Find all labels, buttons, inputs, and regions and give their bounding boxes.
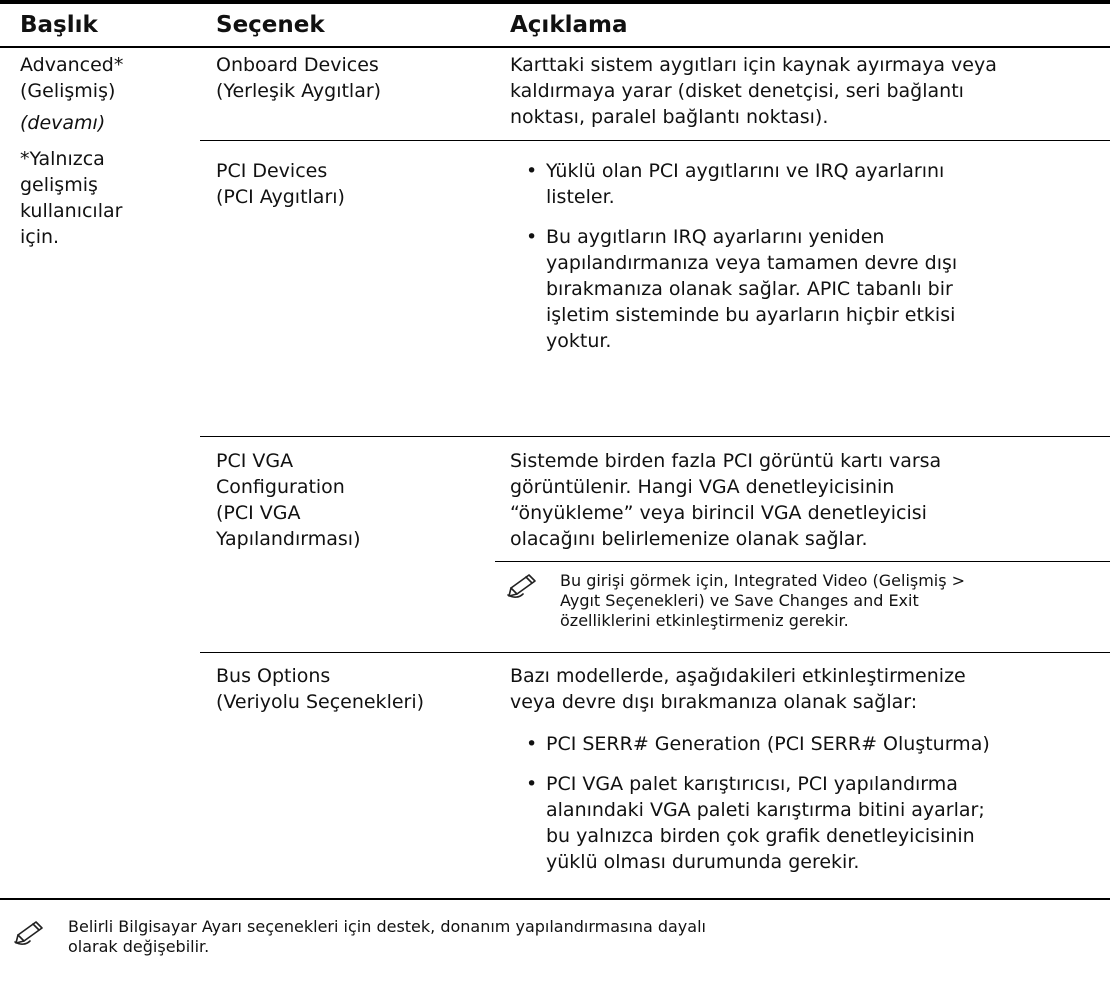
- row-divider: [200, 140, 1110, 141]
- desc-line: kaldırmaya yarar (disket denetçisi, seri bağlantı: [510, 80, 964, 102]
- option-line: (Yerleşik Aygıtlar): [216, 80, 382, 102]
- option-onboard-devices: [216, 52, 486, 104]
- heading-line: (Gelişmiş): [20, 80, 116, 102]
- pencil-note-icon: [12, 918, 46, 948]
- desc-pci-devices: [510, 158, 1095, 354]
- note-line: Belirli Bilgisayar Ayarı seçenekleri için destek, donanım yapılandırmasına dayalı: [68, 917, 706, 936]
- bullet-item: • Yüklü olan PCI aygıtlarını ve IRQ ayarlarını listeler.: [526, 160, 945, 208]
- note-line: Aygıt Seçenekleri) ve Save Changes and Exit: [560, 591, 919, 610]
- advanced-note-line: *Yalnızca: [20, 148, 105, 170]
- desc-line: noktası, paralel bağlantı noktası).: [510, 106, 829, 128]
- desc-line: veya devre dışı bırakmanıza olanak sağlar:: [510, 691, 918, 713]
- option-line: (Veriyolu Seçenekleri): [216, 691, 425, 713]
- table-header: [0, 6, 1110, 46]
- option-line: (PCI Aygıtları): [216, 186, 345, 208]
- option-pci-vga-configuration: [216, 448, 486, 552]
- desc-bus-options: [510, 663, 1095, 875]
- footer-note: [68, 917, 1098, 957]
- bullet-item: • PCI VGA palet karıştırıcısı, PCI yapılandırma alanındaki VGA paleti karıştırma bitini ayarlar; bu yalnızca birden çok grafik denetleyicisinin yüklü olması durumunda gerekir.: [526, 773, 985, 873]
- option-pci-devices: [216, 158, 486, 210]
- note-line: özelliklerini etkinleştirmeniz gerekir.: [560, 611, 849, 630]
- advanced-note-line: gelişmiş: [20, 174, 98, 196]
- pencil-note-icon: [505, 571, 539, 601]
- header-rule: [0, 46, 1110, 48]
- desc-onboard-devices: [510, 52, 1095, 130]
- top-rule: [0, 0, 1110, 4]
- option-line: PCI Devices: [216, 160, 328, 182]
- row-divider: [200, 652, 1110, 653]
- note-divider: [495, 561, 1110, 562]
- desc-line: Karttaki sistem aygıtları için kaynak ayırmaya veya: [510, 54, 997, 76]
- section-heading: [20, 52, 190, 250]
- desc-line: Bazı modellerde, aşağıdakileri etkinleştirmenize: [510, 665, 966, 687]
- header-option: Seçenek: [216, 12, 325, 38]
- option-line: PCI VGA: [216, 450, 294, 472]
- row-divider: [200, 436, 1110, 437]
- note-line: olarak değişebilir.: [68, 937, 210, 956]
- option-line: (PCI VGA: [216, 502, 301, 524]
- heading-line: Advanced*: [20, 54, 124, 76]
- note-line: Bu girişi görmek için, Integrated Video (Gelişmiş >: [560, 571, 966, 590]
- option-line: Yapılandırması): [216, 528, 361, 550]
- desc-line: olacağını belirlemenize olanak sağlar.: [510, 528, 868, 550]
- advanced-note-line: kullanıcılar: [20, 200, 123, 222]
- bullet-item: • Bu aygıtların IRQ ayarlarını yeniden yapılandırmanıza veya tamamen devre dışı bırakmanıza olanak sağlar. APIC tabanlı bir işletim sisteminde bu ayarların hiçbir etkisi yoktur.: [526, 226, 958, 352]
- bullet-item: • PCI SERR# Generation (PCI SERR# Oluşturma): [526, 733, 990, 755]
- desc-line: “önyükleme” veya birincil VGA denetleyicisi: [510, 502, 927, 524]
- heading-continued: (devamı): [20, 112, 106, 134]
- option-bus-options: [216, 663, 486, 715]
- desc-line: Sistemde birden fazla PCI görüntü kartı varsa: [510, 450, 942, 472]
- option-line: Onboard Devices: [216, 54, 379, 76]
- desc-pci-vga-configuration: [510, 448, 1095, 552]
- bottom-rule: [0, 898, 1110, 900]
- header-description: Açıklama: [510, 12, 628, 38]
- desc-line: görüntülenir. Hangi VGA denetleyicisinin: [510, 476, 895, 498]
- option-line: Configuration: [216, 476, 345, 498]
- vga-note: [560, 571, 1100, 631]
- option-line: Bus Options: [216, 665, 331, 687]
- header-title: Başlık: [20, 12, 98, 38]
- advanced-note-line: için.: [20, 226, 60, 248]
